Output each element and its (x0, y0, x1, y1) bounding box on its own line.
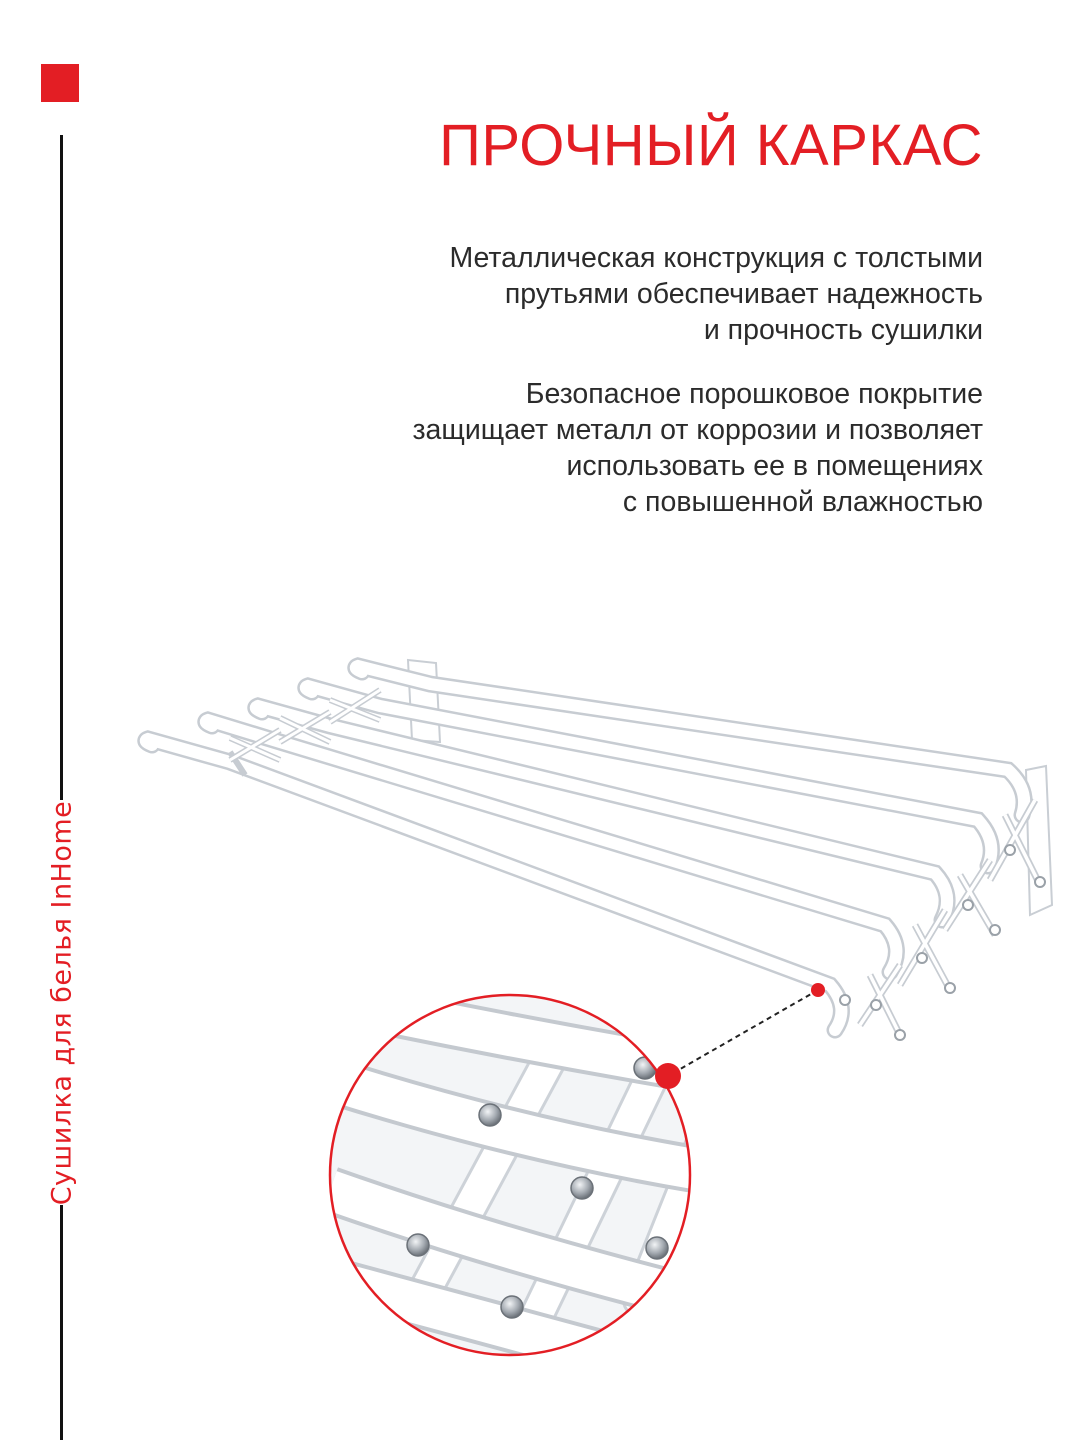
callout-pointer (668, 983, 825, 1076)
text-line: Металлическая конструкция с толстыми (449, 242, 983, 274)
text-line: использовать ее в помещениях (566, 450, 983, 482)
text-line: Безопасное порошковое покрытие (525, 378, 983, 410)
text-line: защищает металл от коррозии и позволяет (412, 414, 983, 446)
text-line: с повышенной влажностью (622, 486, 983, 518)
side-label: Сушилка для белья InHome (46, 800, 78, 1206)
page-title: ПРОЧНЫЙ КАРКАС (439, 113, 983, 178)
zoom-detail-circle (320, 990, 720, 1380)
text-line: и прочность сушилки (703, 314, 983, 346)
text-line: прутьями обеспечивает надежность (504, 278, 983, 310)
